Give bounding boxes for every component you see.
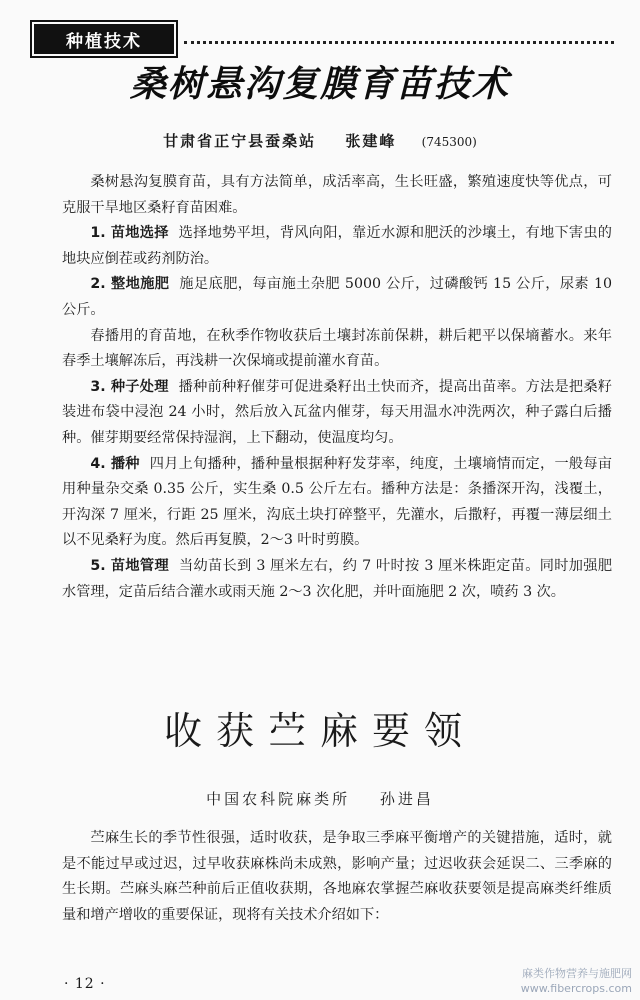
section-text: 当幼苗长到 3 厘米左右，约 7 叶时按 3 厘米株距定苗。同时加强肥水管理，定苗后结合灌水或雨天施 2～3 次化肥，并叶面施肥 2 次，喷药 3 次。: [62, 557, 613, 600]
section-text: 施足底肥，每亩施土杂肥 5000 公斤，过磷酸钙 15 公斤，尿素 10 公斤。: [62, 276, 613, 318]
section-text: 选择地势平坦，背风向阳，靠近水源和肥沃的沙壤土，有地下害虫的地块应倒茬或药剂防治。: [62, 225, 612, 267]
section-text: 四月上旬播种，播种量根据种籽发芽率，纯度，土壤墒情而定，一般每亩用种量杂交桑 0.35 公斤，实生桑 0.5 公斤左右。播种方法是：条播深开沟，浅覆土，开沟深 7 厘米，行距 25 厘米，沟底土块打碎整平，先灌水，后撒籽，再覆一薄层细土以不见桑籽为度。然后再复膜，2～3 叶时剪膜。: [62, 455, 612, 549]
page-number: · 12 ·: [64, 976, 106, 992]
article1-title: 桑树悬沟复膜育苗技术: [129, 64, 510, 105]
watermark-line2: www.fibercrops.com: [520, 982, 632, 995]
section-heading: 1. 苗地选择: [90, 225, 169, 242]
article2-intro: 苎麻生长的季节性很强，适时收获，是争取三季麻平衡增产的关键措施，适时，就是不能过早或过迟，过早收获麻株尚未成熟，影响产量；过迟收获会延误二、三季麻的生长期。苎麻头麻苎种前后正值收获期，各地麻农掌握苎麻收获要领是提高麻类纤维质量和增产增收的重要保证，现将有关技术介绍如下：: [62, 830, 612, 923]
article1-section: [62, 272, 612, 323]
article1-author: 张建峰: [345, 132, 397, 150]
article1-section: [62, 221, 612, 272]
article2-byline: [0, 788, 640, 809]
article1-section: [62, 324, 612, 375]
article1-section: [62, 554, 612, 605]
section-text: 播种前种籽催芽可促进桑籽出土快而齐，提高出苗率。方法是把桑籽装进布袋中浸泡 24 小时，然后放入瓦盆内催芽，每天用温水冲洗两次，种子露白后播种。催芽期要经常保持湿润，上下翻动，使温度均匀。: [62, 378, 612, 446]
article1-body: [62, 170, 612, 605]
article1-section: [62, 375, 612, 452]
article1-byline: [0, 130, 640, 151]
watermark-line1: 麻类作物营养与施肥网: [522, 967, 632, 980]
section-tag: 种植技术: [34, 24, 174, 54]
article1-postcode: (745300): [421, 135, 477, 149]
article2-body: [62, 826, 612, 928]
section-heading: 2. 整地施肥: [90, 276, 170, 293]
article2-title: 收获苎麻要领: [163, 709, 476, 753]
watermark: [521, 966, 632, 996]
article1-affiliation: 甘肃省正宁县蚕桑站: [163, 132, 317, 150]
article1-intro: 桑树悬沟复膜育苗，具有方法简单，成活率高，生长旺盛，繁殖速度快等优点，可克服干旱地区桑籽育苗困难。: [62, 174, 612, 216]
header-bar: [34, 16, 614, 50]
section-heading: 4. 播种: [90, 455, 140, 472]
section-heading: 5. 苗地管理: [90, 557, 169, 574]
section-heading: 3. 种子处理: [90, 378, 169, 395]
article2-author: 孙进昌: [379, 790, 434, 808]
section-text: 春播用的育苗地，在秋季作物收获后土壤封冻前保耕，耕后耙平以保墒蓄水。来年春季土壤解冻后，再浅耕一次保墒或提前灌水育苗。: [62, 327, 612, 370]
article2-affiliation: 中国农科院麻类所: [206, 790, 351, 808]
article1-section: [62, 452, 612, 554]
header-dotted-rule: [184, 41, 614, 44]
